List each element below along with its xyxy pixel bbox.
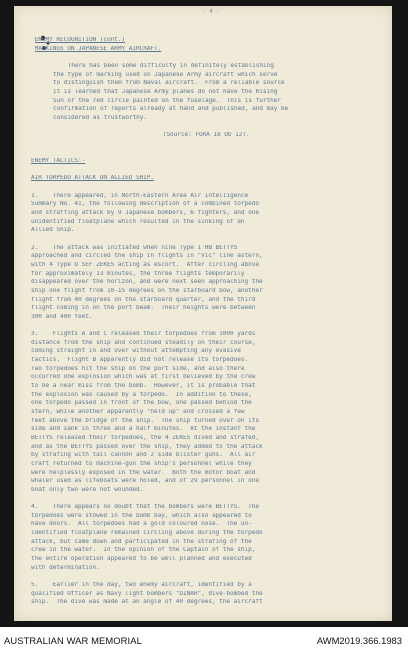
text-line: 5. Earlier in the day, two enemy aircraft, identified by a xyxy=(31,581,252,588)
text-line: 4. There appears no doubt that the bombers were BETTYS. The xyxy=(31,504,259,511)
text-line: for approximately 13 minutes, the three flights temporarily xyxy=(31,270,245,277)
text-line: the explosion was caused by a torpedo. In addition to these, xyxy=(31,391,252,398)
text-line: Sun or the red circle painted on the fuselage. This is further xyxy=(52,97,281,104)
text-line: coming straight in and over without attempting any evasive xyxy=(31,348,241,355)
text-line: 3. Flights A and C released their torpedoes from 1000 yards xyxy=(31,331,256,338)
text-line: the entire operation appeared to be well planned and executed xyxy=(31,556,252,562)
text-line: ship. The dive was made at an angle of 40 degrees, the aircraft xyxy=(31,599,263,606)
text-line: boat only two were not wounded. xyxy=(31,486,144,493)
text-line: disappeared over the horizon, and were next seen approaching the xyxy=(31,279,263,286)
text-line: MARKINGS ON JAPANESE ARMY AIRCRAFT. xyxy=(34,45,162,52)
footer-accession-number: AWM2019.366.1983 xyxy=(316,635,402,646)
text-line: distance from the ship and continued steadily on their course, xyxy=(31,339,256,346)
text-line: ENEMY TACTICS:- xyxy=(31,158,86,165)
text-line: and straffing attack by 9 Japanese bombers, 6 fighters, and one xyxy=(31,210,259,216)
text-line: (Source: FORA 18 Ob 12). xyxy=(162,132,250,139)
text-line: unidentified floatplane which resulted in the sinking of an xyxy=(31,218,245,225)
text-line: approached and circled the ship in flights in "Vic" line astern, xyxy=(31,253,263,260)
text-line: BETTYS released their torpedoes, the 4 ZEKES dived and strafed, xyxy=(31,434,259,441)
text-line: craft returned to machine-gun the ship's personnel while they xyxy=(31,460,252,467)
text-line: There has been some difficulty in definitely establishing xyxy=(67,62,274,69)
text-line: 300 and 400 feet. xyxy=(31,313,93,320)
text-line: identified floatplane remained circling above during the torpedo xyxy=(31,530,263,537)
text-line: feet above the bridge of the ship. The ship turned over on its xyxy=(31,417,259,424)
text-line: to be a near miss from the bomb. However, it is probable that xyxy=(31,383,256,389)
text-line: it is learned that Japanese Army planes do not have the Rising xyxy=(52,88,278,95)
text-line: and as the BETTYS passed over the ship, they added to the attack xyxy=(31,443,263,450)
text-line: torpedoes were stowed in the bomb bay, which also appeared to xyxy=(31,512,252,519)
text-line: with 4 Type O SEF ZEKES acting as escort. After circling above xyxy=(31,261,259,268)
text-line: considered as trustworthy. xyxy=(52,114,148,121)
text-line: 2. The attack was initiated when nine Type 1 HB BETTYS xyxy=(31,244,238,251)
text-line: flight from 40 degrees on the starboard quarter, and the third xyxy=(31,296,256,303)
text-line: Allied Ship. xyxy=(31,227,75,234)
text-line: with determination. xyxy=(31,564,100,571)
text-line: ENEMY RECOGNITION (cont.) xyxy=(34,37,126,43)
text-line: Summary No. 41, the following description of a combined torpedo xyxy=(31,201,259,208)
document-page xyxy=(14,6,392,621)
text-line: ship one flight from 10-15 degrees on the starboard bow, another xyxy=(31,287,263,294)
text-line: by strafing with tail cannon and 2 side blister guns. All air xyxy=(31,452,256,459)
text-line: stern, while another apparently "held up" and crossed a few xyxy=(31,408,245,415)
text-line: have doors. All torpedoes had a gold coloured nose. The un- xyxy=(31,521,252,528)
text-line: 1. There appeared, in North-Eastern Area Air Intelligence xyxy=(31,192,249,199)
text-line: whaler used as lifeboats were holed, and of 29 personnel in one xyxy=(31,478,259,485)
text-line: the type of marking used on Japanese Army aircraft which serve xyxy=(52,71,278,78)
text-line: confirmation of reports already at hand and published, and may be xyxy=(52,106,289,113)
text-line: attack, but came down and participated in the strafing of the xyxy=(31,538,252,545)
page-number: - 4 - xyxy=(202,8,221,15)
footer-institution: AUSTRALIAN WAR MEMORIAL xyxy=(4,635,142,646)
footer-bar xyxy=(0,627,408,653)
text-line: to distinguish them from Naval aircraft. From a reliable source xyxy=(52,80,285,87)
text-line: qualified Officer as Navy light bombers "DINAH", dive-bombed the xyxy=(31,590,263,597)
text-line: tactics. Flight B apparently did not release its torpedoes. xyxy=(31,357,249,364)
text-line: AIR TORPEDO ATTACK ON ALLIED SHIP. xyxy=(31,175,155,182)
text-line: were helplessly exposed in the water. Both the motor boat and xyxy=(31,469,256,476)
text-line: side and sank in three and a half minutes. At the instant the xyxy=(31,426,256,433)
text-line: crew in the water. In the opinion of the Captain of the ship, xyxy=(31,547,256,554)
text-line: one torpedo passed in front of the bow, one passed behind the xyxy=(31,400,252,407)
text-line: Two torpedoes hit the ship on the port side, and also there xyxy=(31,365,245,372)
text-line: flight coming in on the port beam. Their heights were between xyxy=(31,305,256,312)
text-line: occurred one explosion which was at first believed by the crew xyxy=(31,374,256,381)
